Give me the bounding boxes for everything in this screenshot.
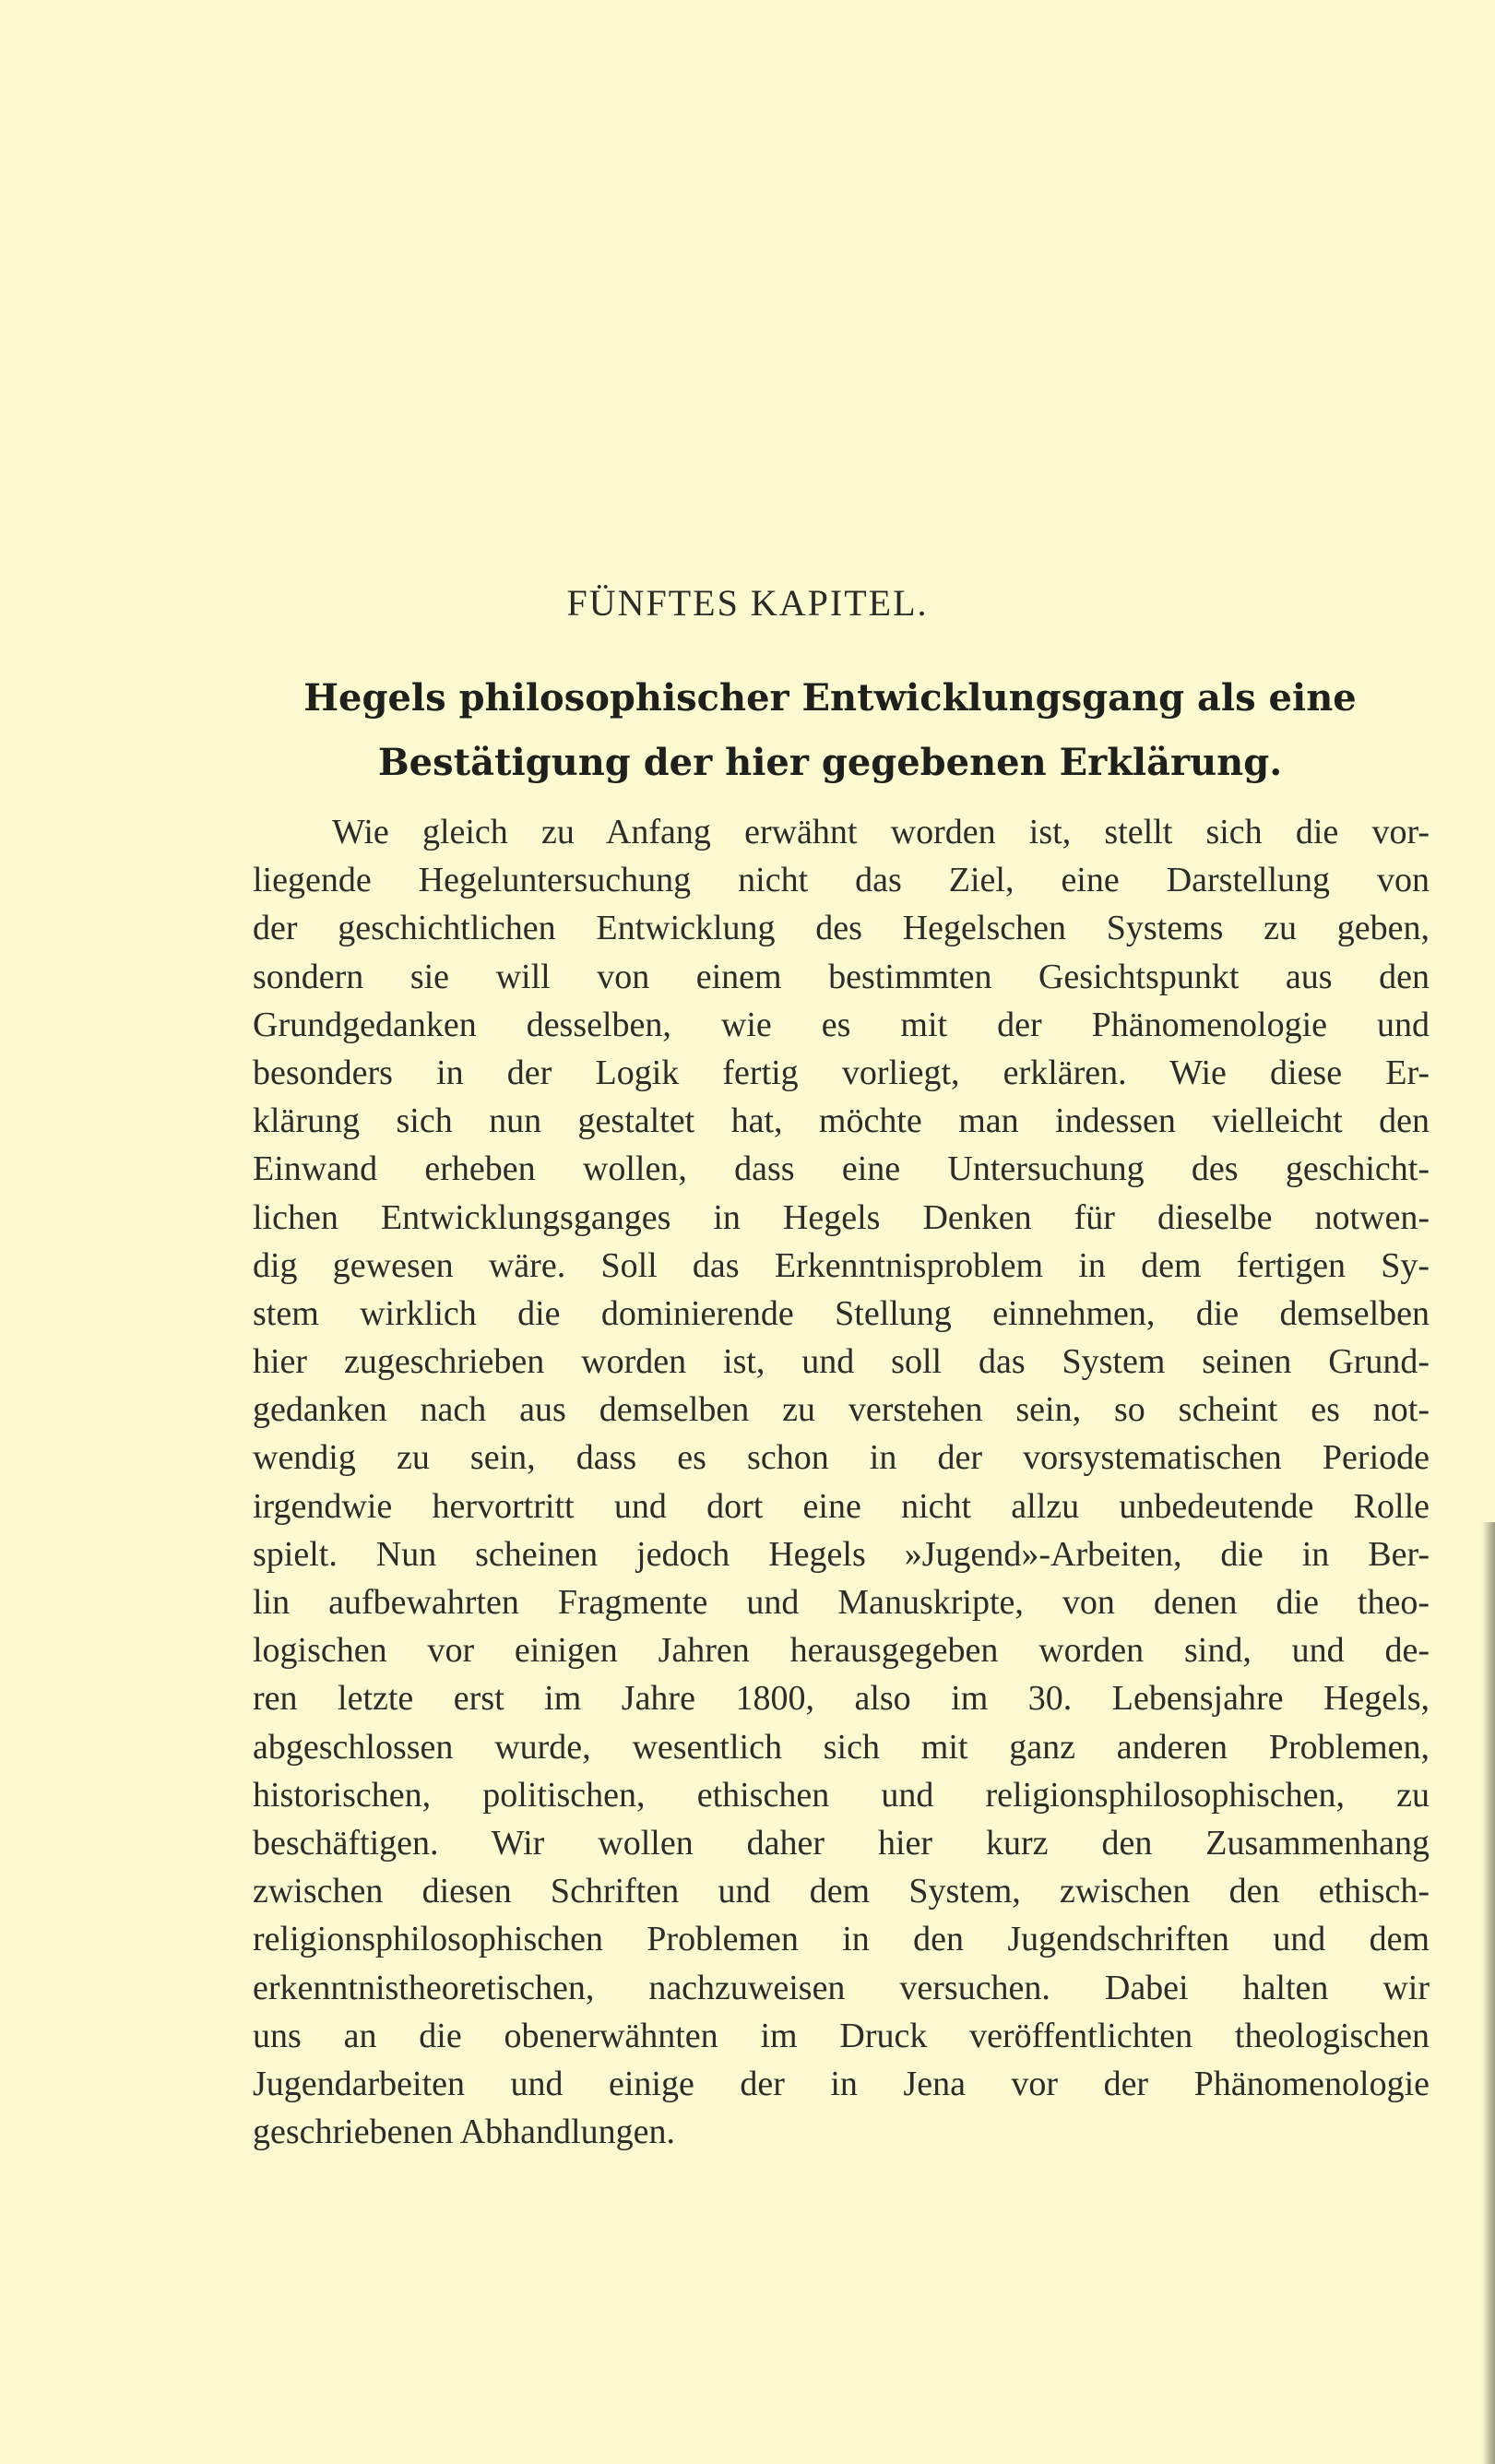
text-line: lin aufbewahrten Fragmente und Manuskripte, von denen die theo- (253, 1583, 1430, 1622)
text-line: hier zugeschrieben worden ist, und soll das System seinen Grund- (253, 1342, 1430, 1382)
text-line: ren letzte erst im Jahre 1800, also im 30. Lebensjahre Hegels, (253, 1679, 1430, 1719)
chapter-heading (249, 666, 1411, 795)
chapter-heading-line-2: Bestätigung der hier gegebenen Erklärung. (377, 741, 1283, 784)
text-line: erkenntnistheoretischen, nachzuweisen versuchen. Dabei halten wir (253, 1968, 1430, 2007)
text-line: stem wirklich die dominierende Stellung einnehmen, die demselben (253, 1293, 1430, 1333)
text-line: klärung sich nun gestaltet hat, möchte man indessen vielleicht den (253, 1101, 1430, 1141)
text-line: uns an die obenerwähnten im Druck veröffentlichten theologischen (253, 2016, 1430, 2055)
page-edge-shadow (1482, 1522, 1495, 2464)
text-line: Grundgedanken desselben, wie es mit der Phänomenologie und (253, 1005, 1430, 1044)
text-line: Einwand erheben wollen, dass eine Untersuchung des geschicht- (253, 1149, 1430, 1189)
body-paragraph (253, 808, 1430, 2156)
text-line: logischen vor einigen Jahren herausgegeben worden sind, und de- (253, 1631, 1430, 1671)
text-line: beschäftigen. Wir wollen daher hier kurz den Zusammenhang (253, 1823, 1430, 1863)
text-line: geschriebenen Abhandlungen. (253, 2113, 675, 2152)
text-line: sondern sie will von einem bestimmten Gesichtspunkt aus den (253, 957, 1430, 996)
text-line: besonders in der Logik fertig vorliegt, erklären. Wie diese Er- (253, 1053, 1430, 1092)
text-line: Jugendarbeiten und einige der in Jena vor der Phänomenologie (253, 2064, 1430, 2103)
text-line: lichen Entwicklungsganges in Hegels Denken für dieselbe notwen- (253, 1197, 1430, 1237)
text-line: historischen, politischen, ethischen und religionsphilosophischen, zu (253, 1775, 1430, 1815)
text-line: abgeschlossen wurde, wesentlich sich mit ganz anderen Problemen, (253, 1727, 1430, 1767)
text-line: religionsphilosophischen Problemen in den Jugendschriften und dem (253, 1920, 1430, 1959)
chapter-label: FÜNFTES KAPITEL. (566, 582, 929, 624)
text-line: wendig zu sein, dass es schon in der vorsystematischen Periode (253, 1438, 1430, 1478)
text-line: irgendwie hervortritt und dort eine nicht allzu unbedeutende Rolle (253, 1486, 1430, 1526)
chapter-heading-line-1: Hegels philosophischer Entwicklungsgang als eine (303, 676, 1357, 720)
text-line: liegende Hegeluntersuchung nicht das Ziel, eine Darstellung von (253, 861, 1430, 900)
text-line: spielt. Nun scheinen jedoch Hegels »Jugend»-Arbeiten, die in Ber- (253, 1534, 1430, 1574)
text-line: gedanken nach aus demselben zu verstehen sein, so scheint es not- (253, 1390, 1430, 1430)
text-line: der geschichtlichen Entwicklung des Hegelschen Systems zu geben, (253, 909, 1430, 948)
text-line: dig gewesen wäre. Soll das Erkenntnisproblem in dem fertigen Sy- (253, 1245, 1430, 1285)
text-line: zwischen diesen Schriften und dem System, zwischen den ethisch- (253, 1872, 1430, 1911)
text-line: Wie gleich zu Anfang erwähnt worden ist, stellt sich die vor- (332, 813, 1430, 851)
